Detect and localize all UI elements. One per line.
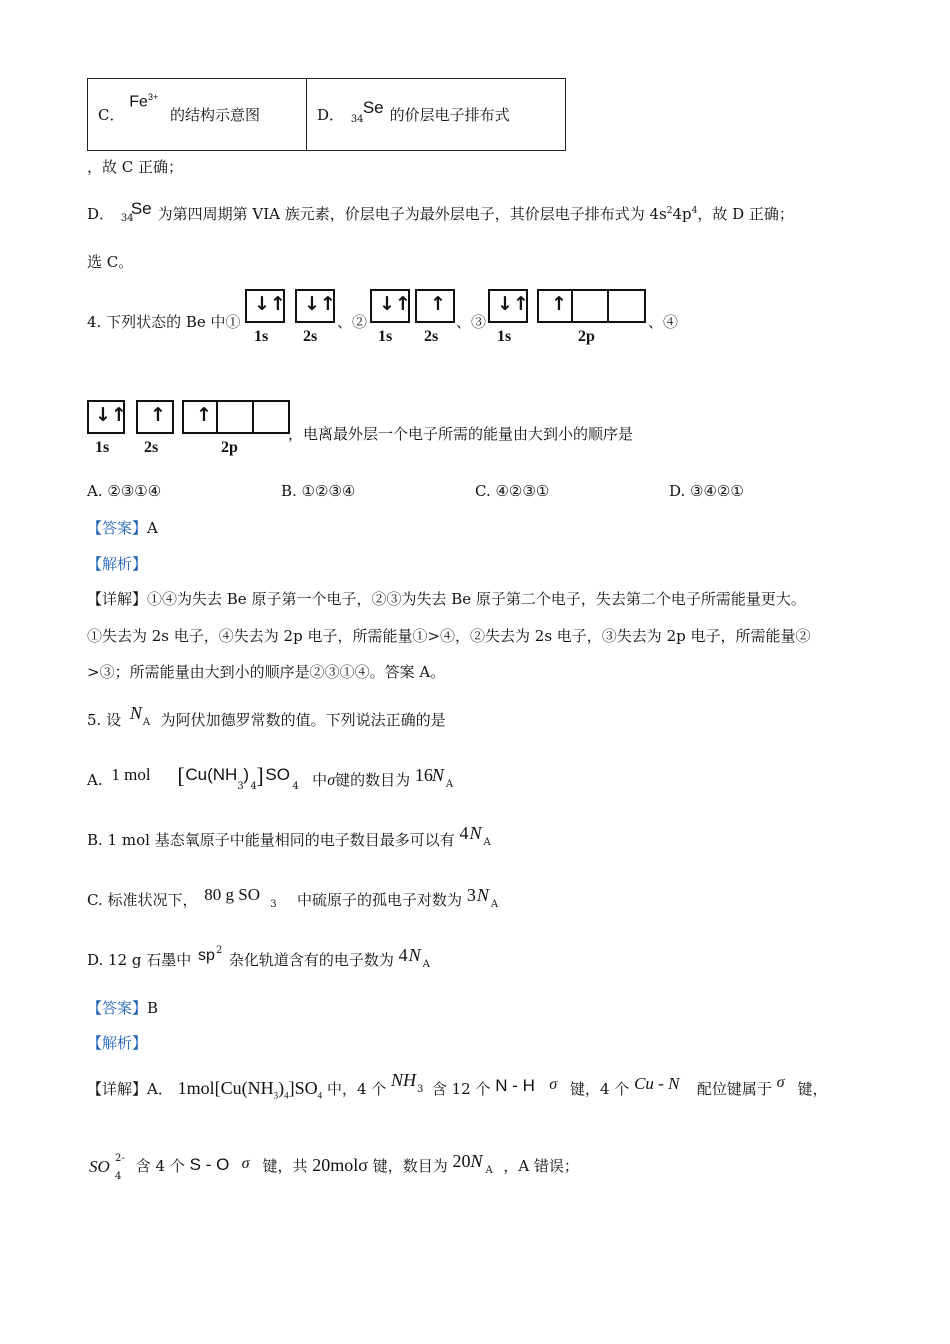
q5-analysis-tag: 【解析】 [87,1034,148,1052]
q4-option-b: B. ①②③④ [281,482,356,500]
q5-option-c: C. 标准状况下， 80 g SO 3 中硫原子的孤电子对数为 3 N A [87,885,499,910]
q4-state1-2s-box: ↓↑ [295,289,335,323]
option-d-text: 的价层电子排布式 [389,106,510,124]
q4-state3-2p-box1: ↑ [537,289,575,323]
orbital-label: 2p [578,328,595,345]
se-atomic-number: 34 [350,114,364,125]
q4-state4-2p-box3 [252,400,290,434]
q4-state1-1s-box: ↓↑ [245,289,285,323]
orbital-label: 1s [254,328,269,345]
orbital-label: 2s [303,328,318,345]
q4-option-c: C. ④②③① [475,482,550,500]
q5-option-d: D. 12 g 石墨中 sp 2 杂化轨道含有的电子数为 4 N A [87,945,430,970]
q4-state3-1s-box: ↓↑ [488,289,528,323]
q4-detail-2: ①失去为 2s 电子，④失去为 2p 电子，所需能量①>④，②失去为 2s 电子，③失去为 2p 电子，所需能量② [87,627,811,645]
fe-formula: $Fe^{3+}$ [129,92,159,111]
line-d-explanation: D． 34 Se 为第四周期第 VIA 族元素，价层电子为最外层电子，其价层电子排布式为 $4s^24p^4$，故 D 正确； [87,199,794,224]
option-d-label: D． [317,106,345,124]
option-d-cell [307,79,566,151]
se-symbol: Se [362,98,384,117]
q4-state2-2s-box: ↑ [415,289,455,323]
q5-option-a: A. 1 mol [ Cu(NH 3 ) 4 ] SO 4 中σ键的数目为 16 N A [87,763,454,792]
q5-detail-a-line1: 【详解】A． $1mol[Cu(NH_3)_4]SO_4$ 中，4 个 NH 3 含 12 个 N - H σ 键，4 个 Cu - N 配位键属于 σ 键， [87,1070,828,1101]
q4-stem-start: 4. 下列状态的 Be 中① [87,313,241,331]
q4-option-d: D. ③④②① [669,482,744,500]
q4-state3-2p-box2 [571,289,609,323]
q4-state4-2p-box1: ↑ [182,400,220,434]
q5-answer: 【答案】B [87,999,159,1017]
choose-c: 选 C。 [87,253,134,271]
q4-analysis-tag: 【解析】 [87,555,148,573]
q4-stem-end: ，电离最外层一个电子所需的能量由大到小的顺序是 [288,425,634,443]
option-c-text: 的结构示意图 [170,106,261,124]
q4-detail-3: >③；所需能量由大到小的顺序是②③①④。答案 A。 [87,663,446,681]
q4-sep-3: 、③ [456,313,487,331]
q4-answer: 【答案】A [87,519,158,537]
q4-option-a: A. ②③①④ [87,482,162,500]
q4-state3-2p-box3 [607,289,646,323]
q4-sep-2: 、② [337,313,368,331]
q4-detail-1: 【详解】①④为失去 Be 原子第一个电子，②③为失去 Be 原子第二个电子，失去第二个电子所需能量更大。 [87,590,806,608]
line-c-correct: ，故 C 正确； [87,158,184,176]
q4-sep-4: 、④ [648,313,679,331]
options-table [87,78,566,151]
q5-detail-a-line2: SO 2- 4 含 4 个 S - O σ 键，共 20molσ 键，数目为 20 N A ，A 错误； [89,1151,579,1182]
orbital-label: 2s [144,439,159,456]
q5-option-b: B. 1 mol 基态氧原子中能量相同的电子数目最多可以有 4 N A [87,823,491,849]
orbital-label: 1s [378,328,393,345]
option-c-cell [88,79,307,151]
q4-state4-2s-box: ↑ [136,400,174,434]
option-c-label: C． [98,106,125,124]
orbital-label: 2p [221,439,238,456]
orbital-label: 2s [424,328,439,345]
q4-state4-2p-box2 [216,400,254,434]
orbital-label: 1s [497,328,512,345]
q5-stem: 5. 设 N A 为阿伏加德罗常数的值。下列说法正确的是 [87,703,446,729]
q4-state4-1s-box: ↓↑ [87,400,125,434]
orbital-label: 1s [95,439,110,456]
q4-state2-1s-box: ↓↑ [370,289,410,323]
